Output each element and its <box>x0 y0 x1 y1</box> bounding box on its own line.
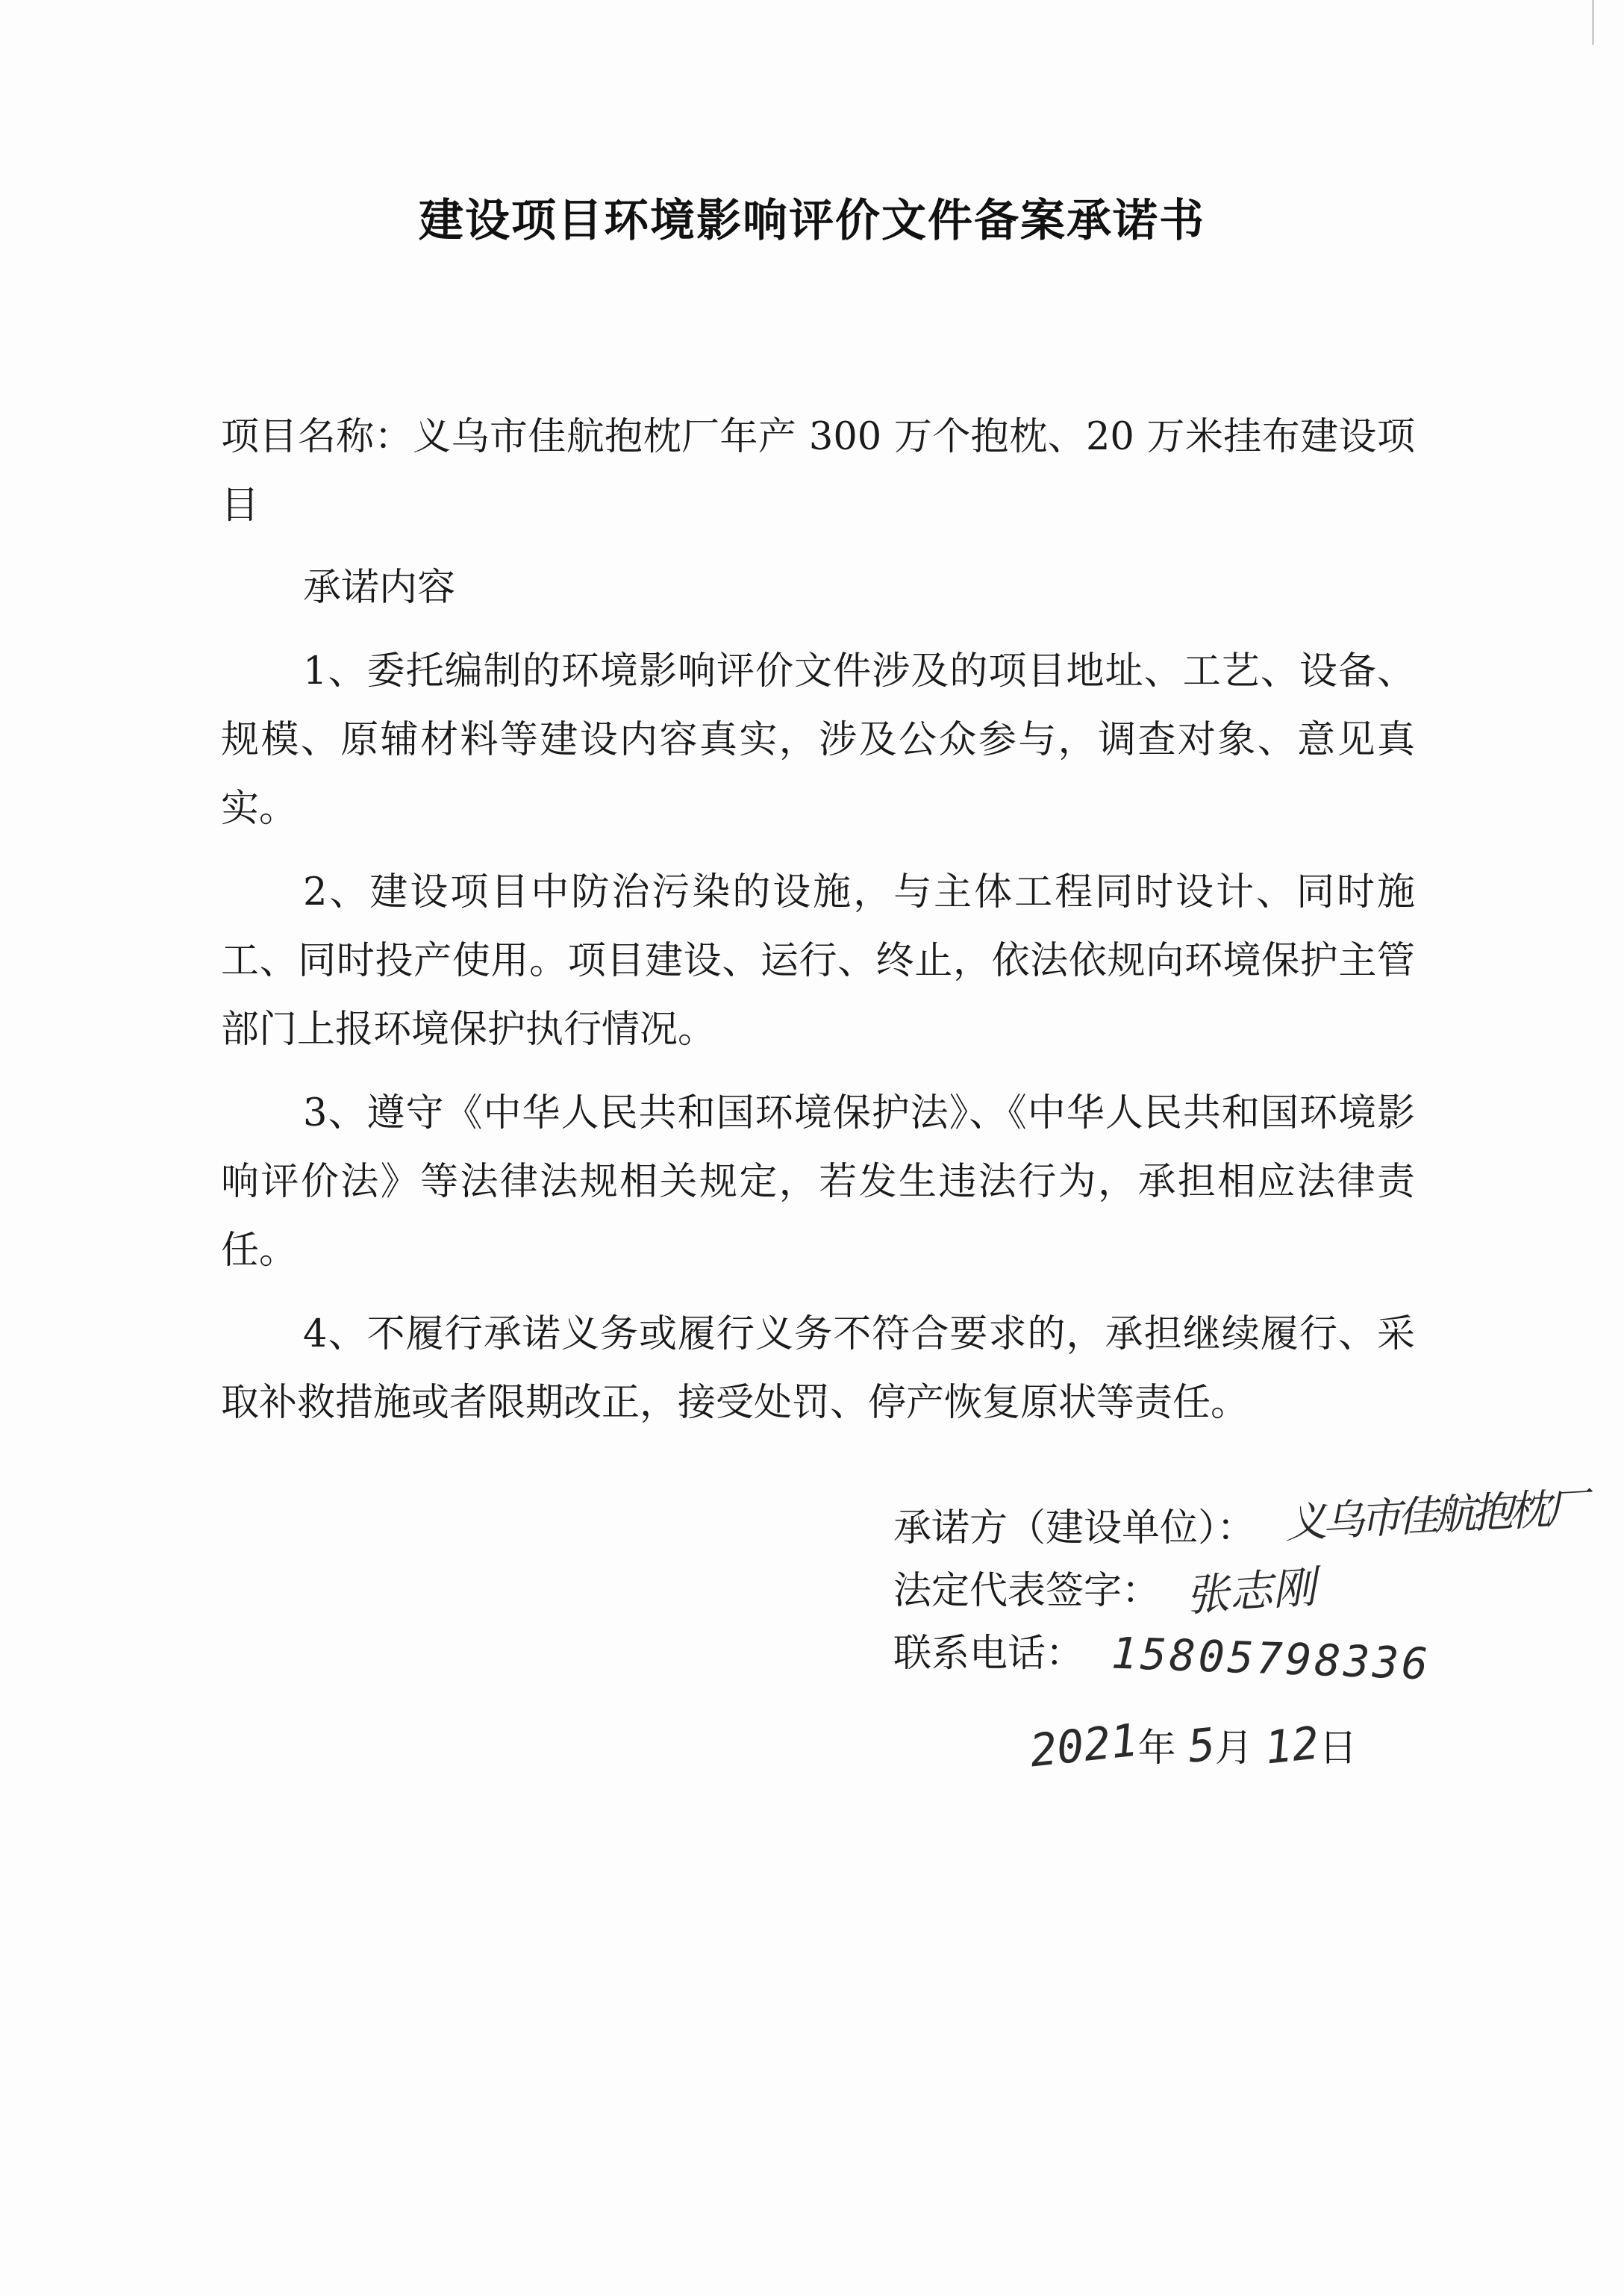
date-month-label: 月 <box>1214 1726 1253 1771</box>
document-title: 建设项目环境影响评价文件备案承诺书 <box>419 195 1205 247</box>
project-name: 义乌市佳航抱枕厂年产 300 万个抱枕、20 万米挂布建设项目 <box>221 415 1415 528</box>
date-year-label: 年 <box>1137 1726 1176 1771</box>
section-heading: 承诺内容 <box>303 566 456 610</box>
scan-edge-mark <box>1592 0 1594 45</box>
date-day-label: 日 <box>1319 1726 1358 1771</box>
representative-signature: 张志刚 <box>1184 1562 1318 1621</box>
phone-label: 联系电话： <box>893 1632 1084 1676</box>
document-body <box>221 403 1415 1453</box>
date-month-hand: 5 <box>1185 1718 1218 1774</box>
representative-label: 法定代表签字： <box>893 1569 1161 1613</box>
clause-1: 1、委托编制的环境影响评价文件涉及的项目地址、工艺、设备、规模、原辅材料等建设内容真实，涉及公众参与，调查对象、意见真实。 <box>221 649 1415 831</box>
phone-row <box>893 1623 1565 1690</box>
unit-handwritten: 义乌市佳航抱枕厂 <box>1284 1484 1585 1548</box>
unit-label: 承诺方（建设单位）： <box>893 1506 1255 1550</box>
unit-row <box>893 1484 1585 1560</box>
representative-row <box>893 1560 1565 1623</box>
clause-4: 4、不履行承诺义务或履行义务不符合要求的，承担继续履行、采取补救措施或者限期改正，接受处罚、停产恢复原状等责任。 <box>221 1312 1415 1425</box>
date-line <box>1027 1714 1358 1778</box>
phone-handwritten: 15805798336 <box>1110 1627 1432 1690</box>
project-label: 项目名称： <box>221 415 413 459</box>
date-day-hand: 12 <box>1262 1717 1322 1775</box>
clause-3: 3、遵守《中华人民共和国环境保护法》、《中华人民共和国环境影响评价法》等法律法规相关规定，若发生违法行为，承担相应法律责任。 <box>221 1091 1415 1273</box>
clause-2: 2、建设项目中防治污染的设施，与主体工程同时设计、同时施工、同时投产使用。项目建设、运行、终止，依法依规向环境保护主管部门上报环境保护执行情况。 <box>221 870 1415 1052</box>
signature-block <box>893 1484 1585 1690</box>
project-name-line <box>221 403 1415 540</box>
date-year-hand: 2021 <box>1027 1714 1140 1778</box>
